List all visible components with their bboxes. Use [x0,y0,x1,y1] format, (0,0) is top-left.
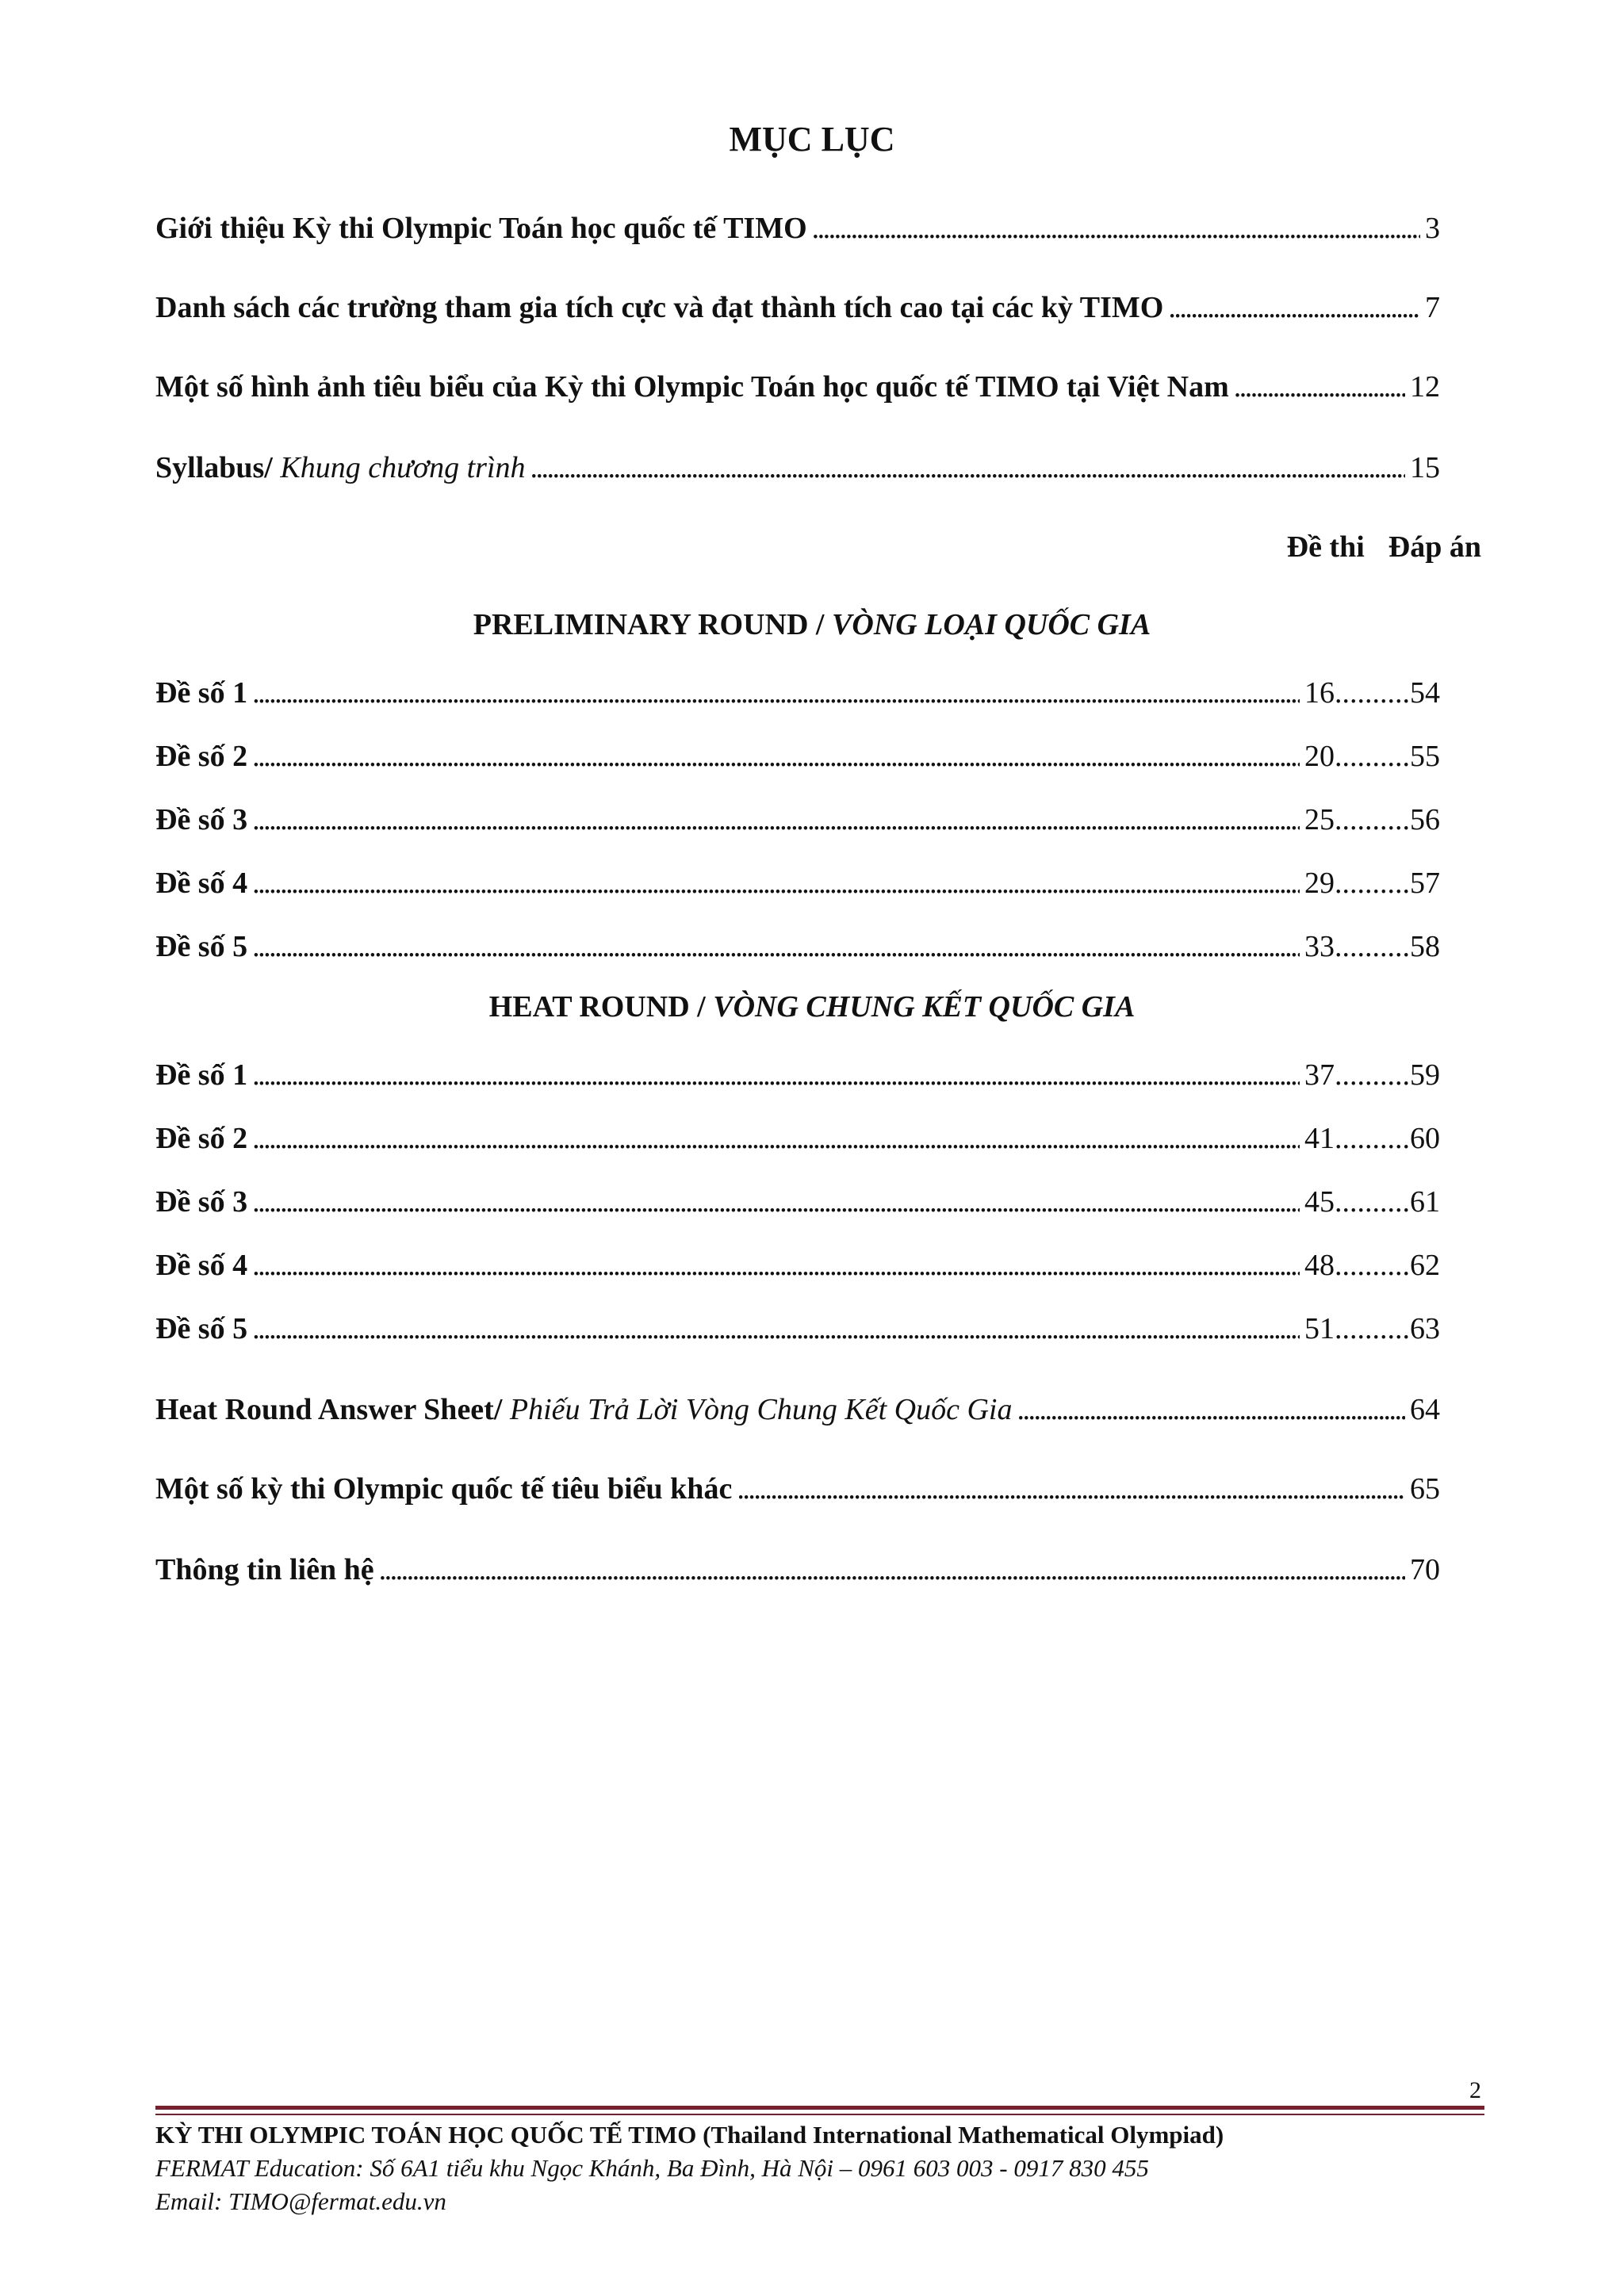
toc-page-number: 12 [1410,370,1440,404]
column-header-answer: Đáp án [1388,530,1481,564]
toc-exam-page: 33 [1304,930,1335,963]
toc-entry-label: Danh sách các trường tham gia tích cực và đạt thành tích cao tại các kỳ TIMO [155,291,1164,324]
section-heading-bold: PRELIMINARY ROUND / [473,608,825,641]
toc-exam-page: 20 [1304,740,1335,773]
toc-entry-label: Đề số 1 [155,1058,248,1092]
toc-entry-label: Đề số 5 [155,1312,248,1345]
toc-answer-page: ..... 58 [1335,926,1440,967]
toc-entry-preliminary-3[interactable] [155,799,1440,840]
toc-entry-images[interactable] [155,366,1440,408]
toc-entry-label: Đề số 2 [155,740,248,773]
toc-entry-label [155,447,526,488]
toc-entry-answer-sheet[interactable] [155,1389,1440,1430]
toc-leader [1017,1389,1405,1430]
toc-entry-label-bold: Syllabus/ [155,451,273,484]
toc-answer-page: ..... 56 [1335,799,1440,840]
footer-divider-thin [155,2114,1484,2115]
section-heading-italic: VÒNG LOẠI QUỐC GIA [831,608,1151,641]
toc-page-number: 3 [1425,212,1440,245]
toc-leader [252,736,1300,777]
section-heading-preliminary [0,607,1624,642]
toc-entry-heat-2[interactable] [155,1118,1440,1159]
toc-leader [252,799,1300,840]
toc-leader [812,208,1420,249]
toc-exam-page: 48 [1304,1249,1335,1282]
toc-page-number: 65 [1410,1472,1440,1506]
section-heading-italic: VÒNG CHUNG KẾT QUỐC GIA [713,990,1136,1024]
toc-entry-label [155,1389,1012,1430]
toc-leader [252,1054,1300,1096]
toc-entry-heat-1[interactable] [155,1054,1440,1096]
toc-exam-page: 45 [1304,1185,1335,1219]
toc-entry-label: Đề số 4 [155,867,248,900]
toc-entry-heat-4[interactable] [155,1245,1440,1286]
toc-entry-schools[interactable] [155,287,1440,328]
toc-entry-label: Đề số 3 [155,1185,248,1219]
toc-entry-intro[interactable] [155,208,1440,249]
toc-entry-contact[interactable] [155,1549,1440,1590]
toc-entry-label: Thông tin liên hệ [155,1553,374,1586]
toc-answer-page: ..... 57 [1335,863,1440,904]
toc-exam-page: 51 [1304,1312,1335,1345]
toc-answer-page: ..... 63 [1335,1308,1440,1349]
toc-entry-preliminary-2[interactable] [155,736,1440,777]
toc-page-number: 64 [1410,1393,1440,1426]
toc-leader [379,1549,1405,1590]
toc-exam-page: 16 [1304,676,1335,710]
toc-page-number: 15 [1410,451,1440,484]
toc-leader [252,1308,1300,1349]
toc-exam-page: 25 [1304,803,1335,836]
page-number: 2 [1469,2077,1481,2103]
toc-entry-label: Một số hình ảnh tiêu biểu của Kỳ thi Olympic Toán học quốc tế TIMO tại Việt Nam [155,370,1229,404]
column-headers [1287,530,1481,564]
footer-email: Email: TIMO@fermat.edu.vn [155,2187,446,2215]
toc-entry-syllabus[interactable] [155,447,1440,488]
toc-entry-label-bold: Heat Round Answer Sheet/ [155,1393,503,1426]
toc-leader [530,447,1406,488]
toc-entry-label-italic: Phiếu Trả Lời Vòng Chung Kết Quốc Gia [509,1393,1013,1426]
footer-divider [155,2106,1484,2110]
toc-leader [1234,366,1405,408]
footer-address: FERMAT Education: Số 6A1 tiểu khu Ngọc Khánh, Ba Đình, Hà Nội – 0961 603 003 - 0917 830 455 [155,2154,1149,2182]
toc-answer-page: ..... 62 [1335,1245,1440,1286]
toc-exam-page: 29 [1304,867,1335,900]
toc-leader [252,863,1300,904]
toc-answer-page: ..... 55 [1335,736,1440,777]
toc-entry-other-olympiads[interactable] [155,1468,1440,1510]
toc-answer-page: ..... 59 [1335,1054,1440,1096]
page-footer [155,2118,1484,2218]
toc-leader [252,1118,1300,1159]
toc-entry-label: Đề số 2 [155,1122,248,1155]
toc-leader [252,1245,1300,1286]
toc-entry-label-italic: Khung chương trình [280,451,526,484]
column-header-exam: Đề thi [1286,530,1365,564]
toc-answer-page: ..... 54 [1335,672,1440,714]
toc-entry-label: Đề số 4 [155,1249,248,1282]
toc-leader [1168,287,1420,328]
toc-entry-preliminary-4[interactable] [155,863,1440,904]
toc-entry-heat-5[interactable] [155,1308,1440,1349]
toc-entry-label: Đề số 5 [155,930,248,963]
toc-leader [252,672,1300,714]
toc-leader [737,1468,1405,1510]
toc-page-number: 70 [1410,1553,1440,1586]
toc-leader [252,1181,1300,1223]
toc-entry-label: Đề số 1 [155,676,248,710]
section-heading-heat [0,989,1624,1024]
toc-entry-preliminary-5[interactable] [155,926,1440,967]
toc-page-number: 7 [1425,291,1440,324]
footer-title: KỲ THI OLYMPIC TOÁN HỌC QUỐC TẾ TIMO (Thailand International Mathematical Olympiad) [155,2121,1224,2149]
toc-entry-heat-3[interactable] [155,1181,1440,1223]
toc-leader [252,926,1300,967]
toc-answer-page: ..... 60 [1335,1118,1440,1159]
page-title: MỤC LỤC [729,120,895,159]
toc-entry-preliminary-1[interactable] [155,672,1440,714]
toc-exam-page: 41 [1304,1122,1335,1155]
section-heading-bold: HEAT ROUND / [488,990,706,1024]
toc-answer-page: ..... 61 [1335,1181,1440,1223]
toc-entry-label: Đề số 3 [155,803,248,836]
toc-entry-label: Một số kỳ thi Olympic quốc tế tiêu biểu khác [155,1472,733,1506]
toc-exam-page: 37 [1304,1058,1335,1092]
toc-entry-label: Giới thiệu Kỳ thi Olympic Toán học quốc tế TIMO [155,212,807,245]
